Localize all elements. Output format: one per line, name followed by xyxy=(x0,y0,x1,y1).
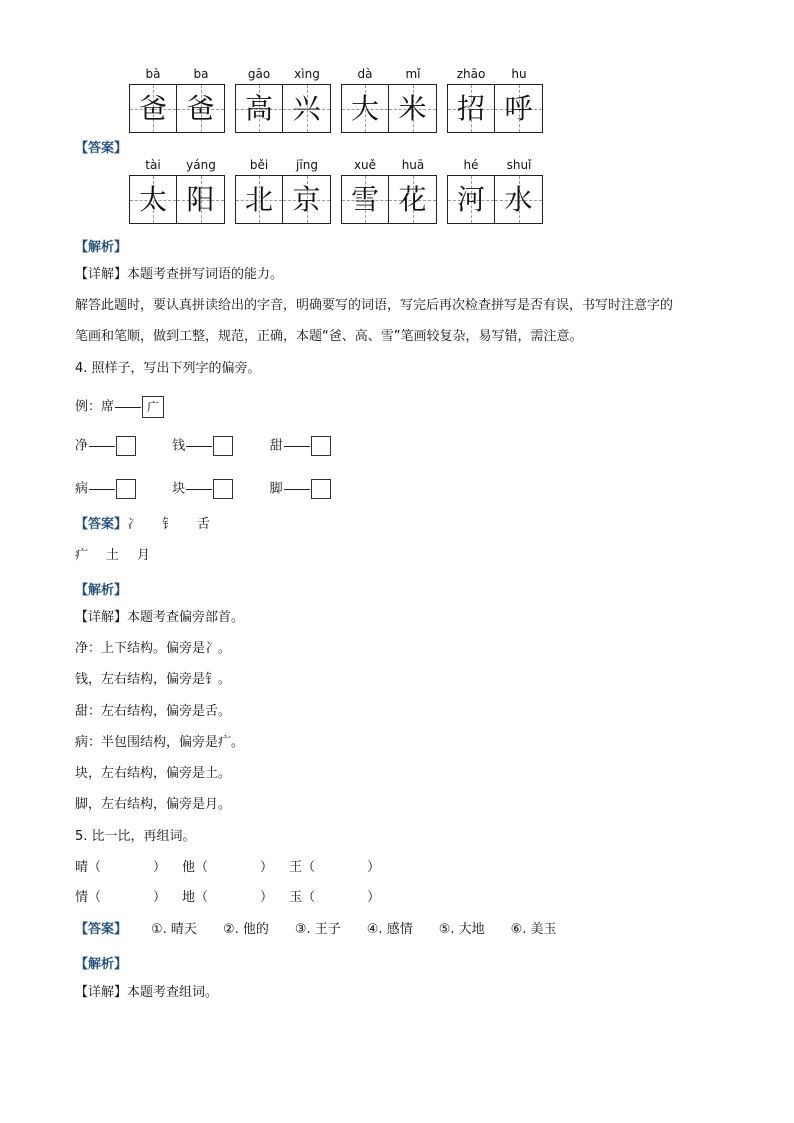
detail-q4 xyxy=(75,610,244,626)
answer-tag-q4: 【答案】 xyxy=(75,517,128,532)
detail-q3-text: 本题考查拼写词语的能力。 xyxy=(127,267,284,282)
q4-answer: 冫 xyxy=(127,517,141,532)
pinyin-pair xyxy=(129,158,225,172)
dash xyxy=(89,446,115,447)
q4-example xyxy=(75,396,164,418)
tianzige-pair xyxy=(341,175,437,226)
q5-answer: ⑤. 大地 xyxy=(438,922,485,937)
analysis-tag-q5: 【解析】 xyxy=(75,957,128,972)
pinyin-syllable: dà xyxy=(357,67,373,81)
hanzi-character: 水 xyxy=(504,182,533,216)
pinyin-pair xyxy=(447,67,543,81)
q5-word: 地（ xyxy=(182,890,209,905)
tianzige-cell xyxy=(447,84,495,133)
tianzige-pair xyxy=(235,175,331,226)
pinyin-syllable: jīng xyxy=(296,158,318,172)
tianzige-cell xyxy=(389,175,437,224)
pinyin-row-2 xyxy=(129,158,553,172)
q5-word: 晴（ xyxy=(75,860,102,875)
hanzi-character: 雪 xyxy=(350,182,379,216)
q5-paren: ） xyxy=(367,890,381,905)
pinyin-pair xyxy=(341,67,437,81)
pinyin-syllable: běi xyxy=(249,158,269,172)
q4-answer: 疒 xyxy=(75,548,89,563)
detail-tag-q3: 【详解】 xyxy=(75,267,128,282)
q5-paren: ） xyxy=(367,860,381,875)
tianzige-pair xyxy=(447,175,543,226)
q4-answer-box[interactable] xyxy=(116,479,136,499)
q5-answer-line xyxy=(75,922,557,938)
q4-answer-box[interactable] xyxy=(311,479,331,499)
pinyin-pair xyxy=(235,67,331,81)
tianzige-pair xyxy=(129,175,225,226)
detail-q5-text: 本题考查组词。 xyxy=(127,985,219,1000)
tianzige-cell xyxy=(389,84,437,133)
pinyin-pair xyxy=(129,67,225,81)
pinyin-syllable: tài xyxy=(145,158,161,172)
q4-answer: 钅 xyxy=(162,517,176,532)
tianzige-cell xyxy=(447,175,495,224)
tianzige-cell xyxy=(129,175,177,224)
q4-answer-line1 xyxy=(75,517,210,533)
pinyin-syllable: xuě xyxy=(353,158,377,172)
hanzi-character: 高 xyxy=(244,91,273,125)
q5-answer: ④. 感情 xyxy=(366,922,413,937)
dash xyxy=(186,489,212,490)
dash xyxy=(186,446,212,447)
q5-word: 玉（ xyxy=(289,890,316,905)
q4-item: 净 xyxy=(75,438,89,454)
answer-tag-q3: 【答案】 xyxy=(75,141,128,156)
q4-items-row2 xyxy=(75,479,331,499)
tianzige-cell xyxy=(341,175,389,224)
hanzi-character: 北 xyxy=(244,182,273,216)
detail-q3-line1 xyxy=(75,267,283,283)
q4-answer-box[interactable] xyxy=(213,479,233,499)
q5-answer: ③. 王子 xyxy=(294,922,341,937)
pinyin-syllable: shuǐ xyxy=(506,158,532,172)
pinyin-syllable: hu xyxy=(511,67,527,81)
q4-explanation: 病：半包围结构，偏旁是疒。 xyxy=(75,735,245,750)
q5-word: 情（ xyxy=(75,890,102,905)
pinyin-pair xyxy=(341,158,437,172)
q4-explanation: 净：上下结构。偏旁是冫。 xyxy=(75,641,232,656)
q4-example-label: 例：席 xyxy=(75,399,115,415)
tianzige-cell xyxy=(129,84,177,133)
q5-answer: ②. 他的 xyxy=(222,922,269,937)
tianzige-cell xyxy=(283,175,331,224)
hanzi-character: 太 xyxy=(138,182,167,216)
pinyin-pair xyxy=(447,158,543,172)
grid-row-1 xyxy=(129,84,553,135)
pinyin-syllable: ba xyxy=(193,67,209,81)
tianzige-cell xyxy=(341,84,389,133)
q4-items-row1 xyxy=(75,436,331,456)
dash xyxy=(284,446,310,447)
tianzige-cell xyxy=(177,175,225,224)
q4-explanation: 甜：左右结构，偏旁是舌。 xyxy=(75,704,232,719)
q4-item: 病 xyxy=(75,481,89,497)
detail-tag-q4: 【详解】 xyxy=(75,610,128,625)
tianzige-cell xyxy=(235,84,283,133)
q5-answer: ⑥. 美玉 xyxy=(510,922,557,937)
q4-item: 脚 xyxy=(269,481,283,497)
tianzige-pair xyxy=(447,84,543,135)
hanzi-character: 大 xyxy=(350,91,379,125)
analysis-tag-q3: 【解析】 xyxy=(75,240,128,255)
hanzi-character: 爸 xyxy=(186,91,215,125)
q4-answer: 舌 xyxy=(197,517,211,532)
tianzige-pair xyxy=(341,84,437,135)
hanzi-character: 兴 xyxy=(292,91,321,125)
dash xyxy=(284,489,310,490)
tianzige-pair xyxy=(235,84,331,135)
hanzi-character: 爸 xyxy=(138,91,167,125)
detail-tag-q5: 【详解】 xyxy=(75,985,128,1000)
q5-word: 他（ xyxy=(182,860,209,875)
tianzige-cell xyxy=(283,84,331,133)
hanzi-character: 阳 xyxy=(186,182,215,216)
pinyin-pair xyxy=(235,158,331,172)
pinyin-syllable: mǐ xyxy=(405,67,421,81)
q4-item: 甜 xyxy=(269,438,283,454)
pinyin-row-1 xyxy=(129,67,553,81)
pinyin-syllable: gāo xyxy=(247,67,271,81)
tianzige-cell xyxy=(495,175,543,224)
pinyin-syllable: xìng xyxy=(294,67,320,81)
q5-answer: ①. 晴天 xyxy=(151,922,197,937)
detail-q3-line2: 解答此题时，要认真拼读给出的字音，明确要写的词语，写完后再次检查拼写是否有误，书写时注意字的 xyxy=(75,298,674,313)
dash xyxy=(115,407,141,408)
question-5-title: 5. 比一比，再组词。 xyxy=(75,829,196,844)
q4-explanation: 钱，左右结构，偏旁是钅。 xyxy=(75,672,232,687)
answer-tag-q5: 【答案】 xyxy=(75,922,128,937)
hanzi-character: 招 xyxy=(456,91,485,125)
pinyin-syllable: yáng xyxy=(186,158,216,172)
q5-paren: ） xyxy=(260,890,274,905)
q4-explanation: 脚，左右结构，偏旁是月。 xyxy=(75,797,232,812)
q5-paren: ） xyxy=(153,860,167,875)
detail-q3-line3: 笔画和笔顺，做到工整，规范，正确，本题“爸、高、雪”笔画较复杂，易写错，需注意。 xyxy=(75,329,583,344)
q5-word: 王（ xyxy=(289,860,316,875)
q4-answer-box[interactable] xyxy=(116,436,136,456)
q5-paren: ） xyxy=(153,890,167,905)
pinyin-syllable: hé xyxy=(463,158,479,172)
question-4-title: 4. 照样子，写出下列字的偏旁。 xyxy=(75,361,261,376)
tianzige-cell xyxy=(177,84,225,133)
tianzige-pair xyxy=(129,84,225,135)
q4-answer-line2 xyxy=(75,548,150,564)
q5-row2 xyxy=(75,890,380,906)
pinyin-syllable: bà xyxy=(145,67,161,81)
detail-q5 xyxy=(75,985,218,1001)
q4-answer: 月 xyxy=(137,548,151,563)
hanzi-character: 河 xyxy=(456,182,485,216)
q5-row1 xyxy=(75,860,380,876)
q4-answer-box[interactable] xyxy=(213,436,233,456)
pinyin-syllable: zhāo xyxy=(456,67,486,81)
q4-example-box: 广 xyxy=(142,396,164,418)
hanzi-character: 京 xyxy=(292,182,321,216)
detail-q4-text: 本题考查偏旁部首。 xyxy=(127,610,245,625)
hanzi-character: 米 xyxy=(398,91,427,125)
tianzige-cell xyxy=(235,175,283,224)
tianzige-cell xyxy=(495,84,543,133)
q5-paren: ） xyxy=(260,860,274,875)
grid-row-2 xyxy=(129,175,553,226)
dash xyxy=(89,489,115,490)
q4-answer: 土 xyxy=(106,548,120,563)
q4-item: 钱 xyxy=(172,438,186,454)
q4-explanation: 块，左右结构，偏旁是土。 xyxy=(75,766,232,781)
analysis-tag-q4: 【解析】 xyxy=(75,583,128,598)
pinyin-syllable: huā xyxy=(401,158,425,172)
q4-answer-box[interactable] xyxy=(311,436,331,456)
hanzi-character: 呼 xyxy=(504,91,533,125)
q4-item: 块 xyxy=(172,481,186,497)
hanzi-character: 花 xyxy=(398,182,427,216)
